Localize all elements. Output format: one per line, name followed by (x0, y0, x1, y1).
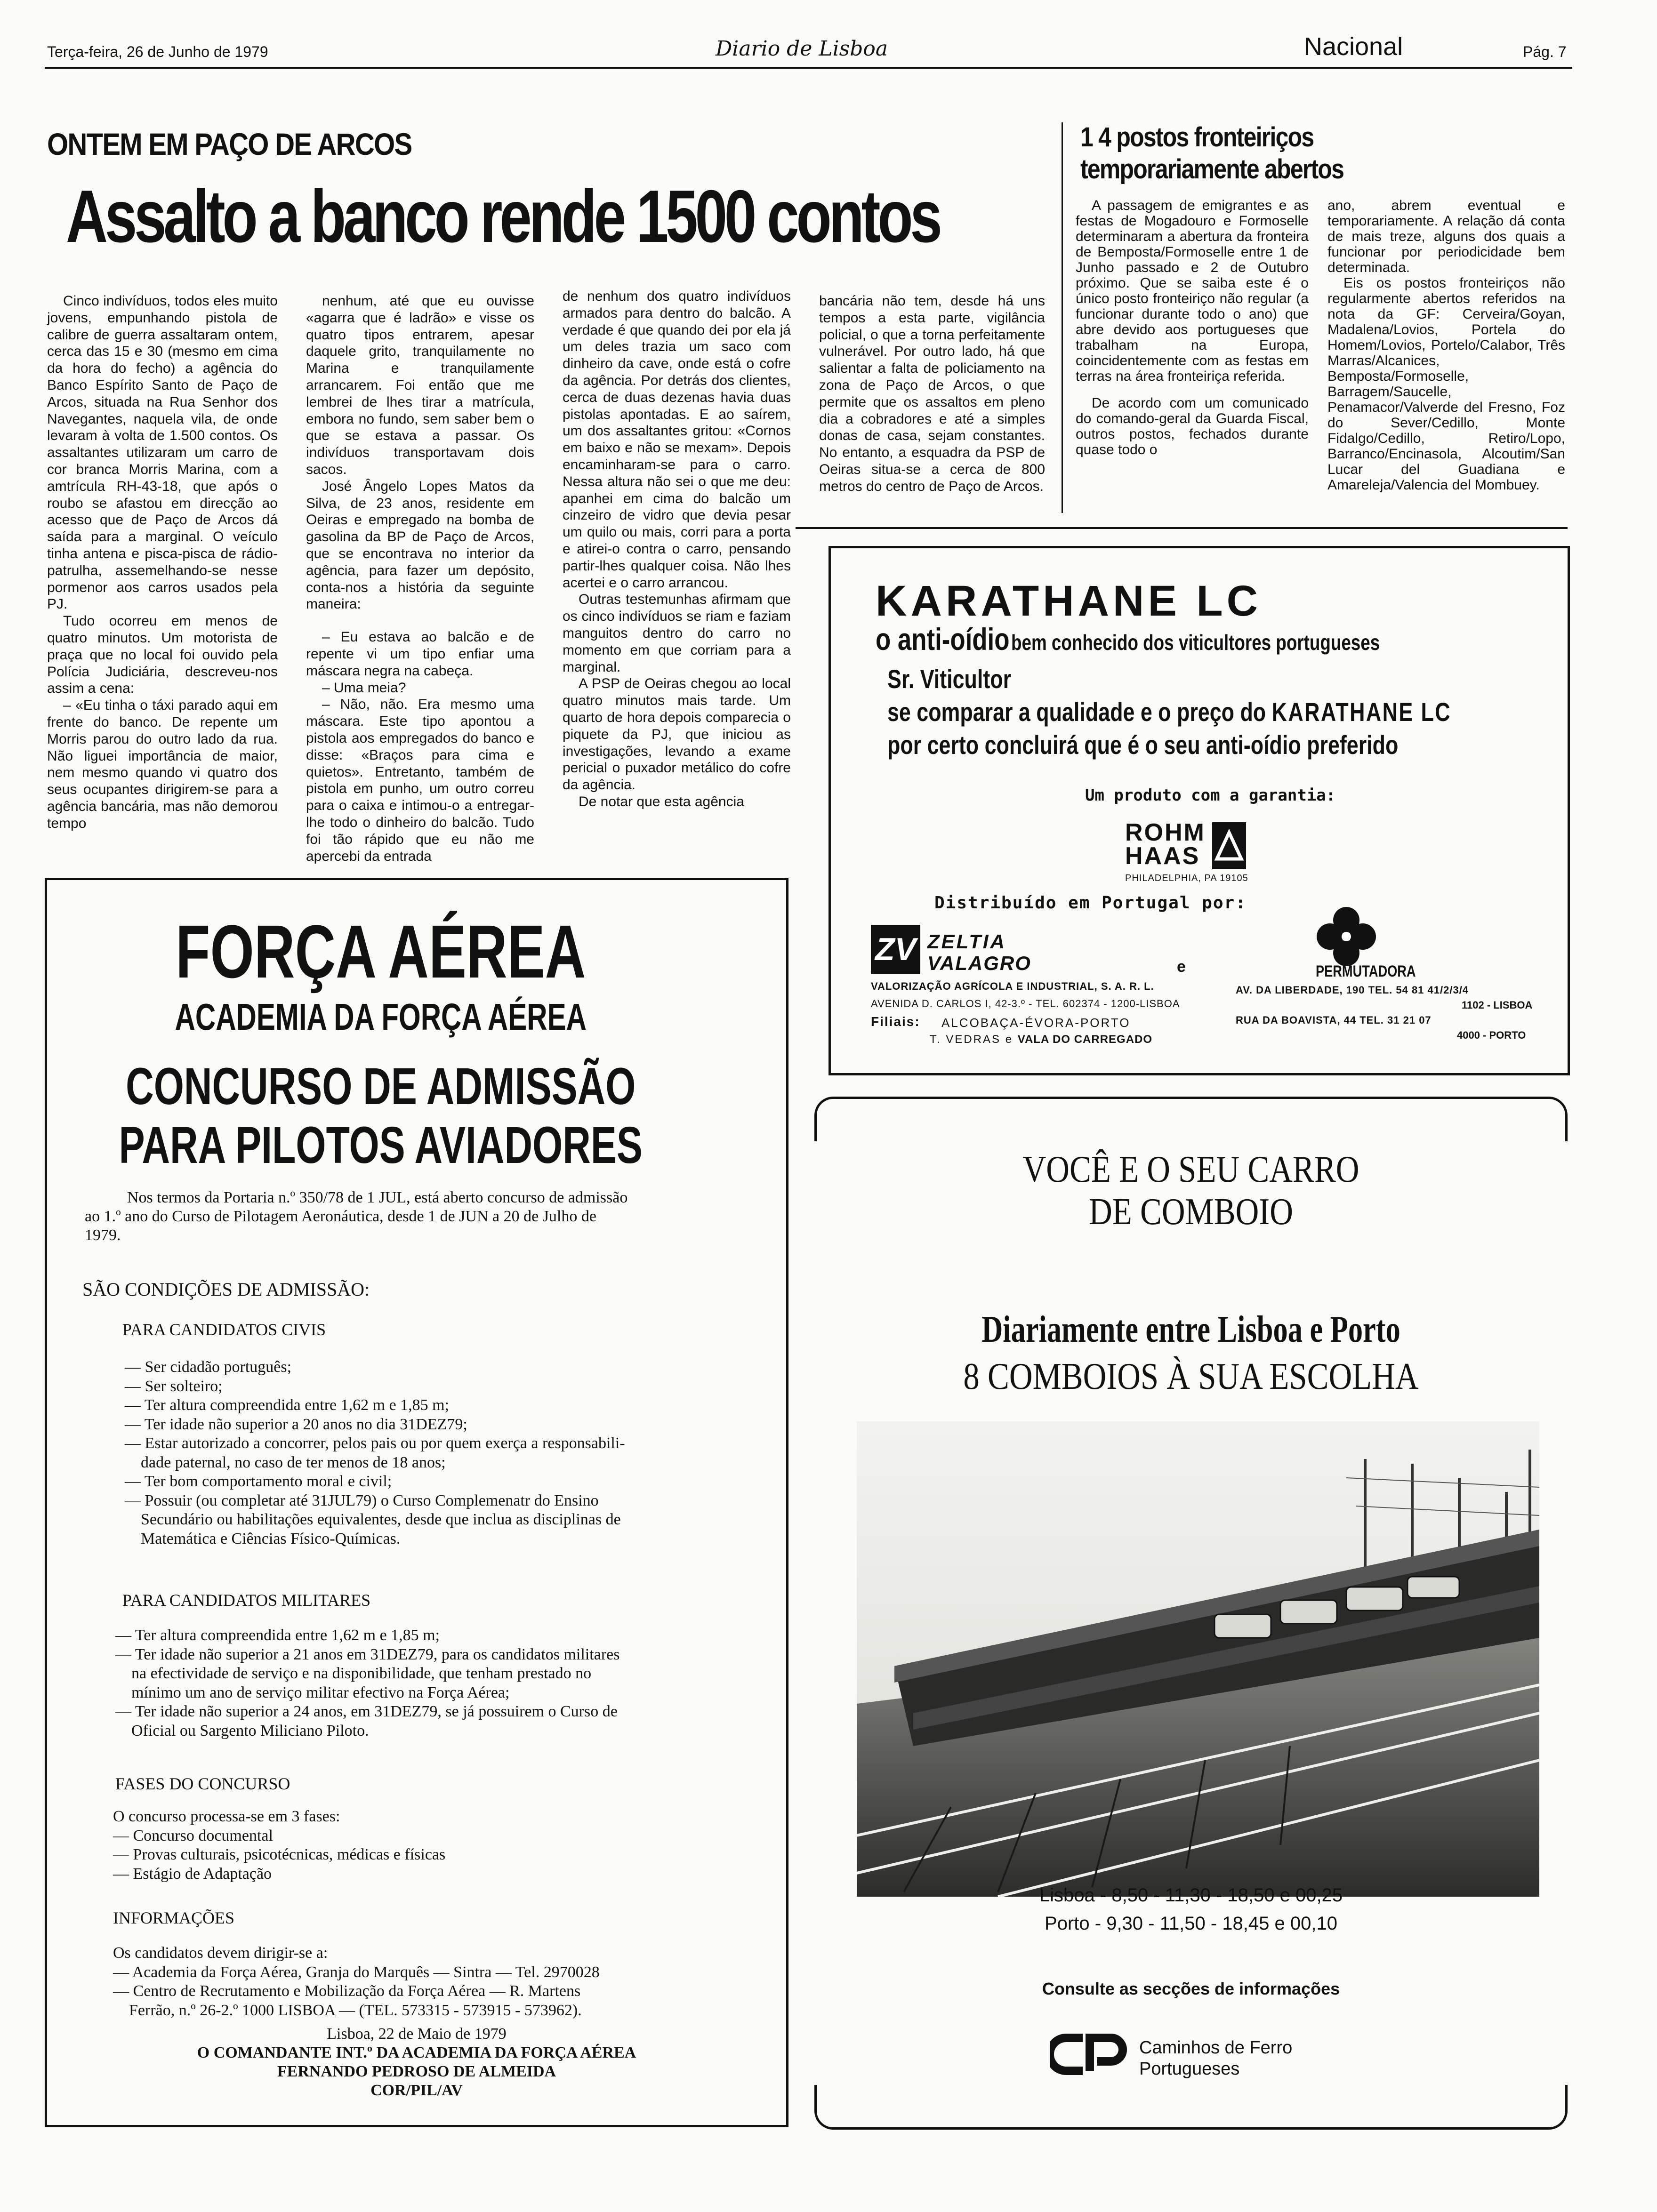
list-item: — Ter altura compreendida entre 1,62 m e 1,85 m; (125, 1396, 450, 1414)
branches-2b: VALA DO CARREGADO (1017, 1033, 1153, 1046)
karathane-line2-brand: KARATHANE LC (1271, 697, 1451, 727)
paragraph: A passagem de emigrantes e as festas de Mogadouro e Formoselle determinaram a abertura da fronteira de Bemposta/Formoselle entre 1 de Junho passado e 2 de Outubro próximo. Que se saiba este é o único posto fronteiriço não regular (a funcionar durante todo o ano) que abre devido aos portugueses que trabalham na Europa, coincidentemente com as festas em terras na área fronteiriça referida. (1076, 198, 1309, 384)
side-column-a (1076, 198, 1309, 457)
paragraph: De notar que esta agência (579, 793, 744, 809)
bracket-bottom (814, 2085, 1568, 2130)
fa-contest-2: PARA PILOTOS AVIADORES (119, 1116, 643, 1174)
list-item: — Ter altura compreendida entre 1,62 m e 1,85 m; (115, 1627, 440, 1644)
branches-label: Filiais: (871, 1014, 920, 1029)
fa-subtitle: ACADEMIA DA FORÇA AÉREA (175, 996, 587, 1038)
paragraph: – «Eu tinha o táxi parado aqui em frente do banco. De repente um Morris parou do outro lado da rua. Não liguei importância de maior, nem mesmo quando vi quatro dos seus ocupantes dirigirem-se para a agência bancária, mas não demorou tempo (47, 697, 278, 831)
karathane-ad (828, 546, 1570, 1075)
fa-contest-1: CONCURSO DE ADMISSÃO (126, 1058, 636, 1115)
fa-intro-line: Nos termos da Portaria n.º 350/78 de 1 JUL, está aberto concurso de admissão (127, 1189, 628, 1206)
fa-phases-head: FASES DO CONCURSO (115, 1774, 290, 1793)
list-item: — Estágio de Adaptação (113, 1865, 272, 1883)
column-divider (1062, 122, 1063, 513)
zeltia-logo-icon (871, 925, 920, 974)
fa-signature (47, 2025, 786, 2100)
side-headline-line2: temporariamente abertos (1080, 154, 1344, 184)
zeltia-mark: ZV (875, 931, 916, 967)
list-item: Ferrão, n.º 26-2.º 1000 LISBOA — (TEL. 573315 - 573915 - 573962). (113, 2001, 582, 2019)
karathane-salutation: Sr. Viticultor (887, 664, 1012, 694)
and-text: e (1177, 958, 1186, 976)
article-column-1 (47, 293, 278, 832)
side-headline-line1: 1 4 postos fronteiriços (1080, 122, 1314, 152)
list-item: — Ser cidadão português; (125, 1358, 292, 1376)
permutadora-name: PERMUTADORA (1316, 962, 1416, 980)
cp-name-1: Caminhos de Ferro (1139, 2038, 1293, 2058)
fa-phases-list (113, 1807, 445, 1883)
fa-intro-line: ao 1.º ano do Curso de Pilotagem Aeronáutica, desde 1 de JUN a 20 de Julho de (85, 1208, 596, 1225)
rohm-city: PHILADELPHIA, PA 19105 (1125, 873, 1248, 883)
list-item: — Concurso documental (113, 1827, 273, 1844)
permutadora-address-4: 4000 - PORTO (1457, 1029, 1526, 1041)
list-item: O concurso processa-se em 3 fases: (113, 1808, 340, 1825)
distributed-by: Distribuído em Portugal por: (934, 893, 1247, 913)
cp-name-2: Portugueses (1139, 2059, 1240, 2079)
section-rule (796, 527, 1568, 529)
rohm-text: ROHM (1125, 819, 1206, 846)
fa-military-head: PARA CANDIDATOS MILITARES (122, 1591, 371, 1610)
cp-sub-2: 8 COMBOIOS À SUA ESCOLHA (963, 1356, 1419, 1397)
masthead-rule (45, 67, 1572, 69)
page-number: Pág. 7 (1523, 43, 1567, 60)
list-item: Matemática e Ciências Físico-Químicas. (125, 1530, 401, 1547)
cp-consult: Consulte as secções de informações (1042, 1979, 1340, 1998)
karathane-brand: KARATHANE LC (876, 577, 1262, 625)
zeltia-full-name: VALORIZAÇÃO AGRÍCOLA E INDUSTRIAL, S. A. R. L. (871, 980, 1154, 992)
article-kicker: ONTEM EM PAÇO DE ARCOS (47, 127, 412, 161)
paragraph: Cinco indivíduos, todos eles muito jovens, empunhando pistola de calibre de guerra assaltaram ontem, cerca das 15 e 30 (mesmo em cima da hora do fecho) a agência do Banco Espírito Santo de Paço de Arcos, situada na Rua Senhor dos Navegantes, naquela vila, de onde levaram à volta de 1.500 contos. Os assaltantes utilizaram um carro de cor branca Morris Marina, com a amtrícula RH-43-18, que após o roubo se afastou em direcção ao acesso que de Paço de Arcos dá saída para a marginal. O veículo tinha antena e pisca-pisca de rádio-patrulha, assemelhando-se nesse pormenor aos carros usados pela PJ. (47, 293, 278, 612)
paragraph: nenhum, até que eu ouvisse «agarra que é ladrão» e visse os quatro tipos entrarem, apesar daquele grito, tranquilamente no Marina e tranquilamente arrancarem. Foi então que me lembrei de lhes tirar a matrícula, embora no fundo, sem saber bem o que se estava a passar. Os indivíduos transportavam dois sacos. (306, 293, 534, 477)
cp-title-1: VOCÊ E O SEU CARRO (1022, 1149, 1359, 1190)
issue-date: Terça-feira, 26 de Junho de 1979 (47, 43, 268, 60)
list-item: — Ter idade não superior a 21 anos em 31DEZ79, para os candidatos militares (115, 1645, 620, 1663)
karathane-line2 (887, 697, 1451, 727)
fa-military-list (115, 1626, 619, 1740)
fa-sign-1: O COMANDANTE INT.º DA ACADEMIA DA FORÇA AÉREA (197, 2044, 636, 2061)
car-train-photo (857, 1421, 1539, 1897)
permutadora-address-3: RUA DA BOAVISTA, 44 TEL. 31 21 07 (1236, 1014, 1432, 1026)
list-item: — Provas culturais, psicotécnicas, médicas e físicas (113, 1846, 446, 1863)
karathane-line3: por certo concluirá que é o seu anti-oídio preferido (887, 730, 1399, 760)
cp-title-2: DE COMBOIO (1089, 1191, 1293, 1233)
section-name: Nacional (1304, 32, 1403, 61)
fa-intro-line: 1979. (85, 1226, 121, 1244)
permutadora-logo-icon (1316, 906, 1377, 967)
list-item: — Ter bom comportamento moral e civil; (125, 1473, 392, 1490)
fa-conditions-head: SÃO CONDIÇÕES DE ADMISSÃO: (82, 1279, 370, 1300)
article-column-2 (306, 293, 534, 865)
article-headline: Assalto a banco rende 1500 contos (66, 175, 940, 258)
fa-sign-2: FERNANDO PEDROSO DE ALMEIDA (277, 2063, 556, 2080)
branches-list-2 (930, 1033, 1152, 1046)
article-column-3 (563, 288, 791, 810)
paragraph: de nenhum dos quatro indivíduos armados para dentro do balcão. A verdade é que quando dei por ela já um deles trazia um saco com dinheiro da cave, onde está o cofre da agência. Por detrás dos clientes, cerca de duas dezenas havia duas pistolas apontadas. E ao saírem, um dos assaltantes gritou: «Cornos em baixo e não se mexam». Depois encaminharam-se para o carro. Nessa altura não sei o que me deu: apanhei em cima do balcão um cinzeiro de vidro que devia pesar um quilo ou mais, corri para a porta e atirei-o contra o carro, pensando partir-lhes qualquer coisa. Não lhes acertei e o carro arrancou. (563, 289, 791, 591)
cp-times-lisboa: Lisboa - 8,50 - 11,30 - 18,50 e 00,25 (1039, 1885, 1343, 1906)
rohm-haas-logo (1125, 820, 1266, 872)
paragraph: – Não, não. Era mesmo uma máscara. Este tipo apontou a pistola aos empregados do banco e disse: «Braços para cima e quietos». Entretanto, também de pistola em punho, um outro correu para o caixa e intimou-o a entregar-lhe todo o dinheiro do balcão. Tudo foi tão rápido que eu não me apercebi da entrada (306, 697, 534, 864)
karathane-tagline-a: o anti-oídio (876, 622, 1010, 657)
karathane-guarantee: Um produto com a garantia: (1085, 786, 1336, 805)
paragraph: Tudo ocorreu em menos de quatro minutos. Um motorista de praça que no local foi ouvido pela Polícia Judiciária, descreveu-nos assim a cena: (47, 613, 278, 697)
rohm-haas-emblem-icon (1212, 822, 1246, 869)
fa-info-list (113, 1944, 600, 2020)
list-item: Secundário ou habilitações equivalentes, desde que inclua as disciplinas de (125, 1511, 621, 1528)
paragraph: ano, abrem eventual e temporariamente. A relação dá conta de mais treze, alguns dos quais a funcionar por periodicidade bem determinada. (1327, 198, 1565, 275)
bracket-top (814, 1097, 1568, 1141)
karathane-tagline-b: bem conhecido dos viticultores portugueses (1011, 630, 1380, 655)
fa-civil-list (125, 1358, 625, 1548)
list-item: mínimo um ano de serviço militar efectivo na Força Aérea; (115, 1683, 510, 1701)
fa-sign-3: COR/PIL/AV (370, 2082, 463, 2099)
karathane-tagline (876, 621, 1380, 657)
list-item: — Centro de Recrutamento e Mobilização da Força Aérea — R. Martens (113, 1982, 581, 2000)
fa-civil-head: PARA CANDIDATOS CIVIS (122, 1320, 326, 1339)
cp-ad (814, 1092, 1570, 2137)
paragraph: De acordo com um comunicado do comando-geral da Guarda Fiscal, outros postos, fechados durante quase todo o (1076, 395, 1309, 457)
list-item: Oficial ou Sargento Miliciano Piloto. (115, 1722, 369, 1739)
article-column-4 (819, 293, 1045, 495)
zeltia-name-2: VALAGRO (927, 952, 1031, 974)
zeltia-address: AVENIDA D. CARLOS I, 42-3.º - TEL. 602374 - 1200-LISBOA (871, 998, 1180, 1010)
fa-intro (85, 1188, 763, 1245)
paragraph: A PSP de Oeiras chegou ao local quatro minutos mais tarde. Um quarto de hora depois comparecia o piquete da PJ, que iniciou as investigações, levando a exame pericial o puxador metálico do cofre da agência. (563, 676, 791, 793)
zeltia-name: ZELTIA (927, 930, 1006, 953)
list-item: — Ter idade não superior a 20 anos no dia 31DEZ79; (125, 1415, 467, 1433)
permutadora-address-1: AV. DA LIBERDADE, 190 TEL. 54 81 41/2/3/4 (1236, 984, 1469, 996)
karathane-line2-text: se comparar a qualidade e o preço do (887, 697, 1266, 727)
list-item: — Ser solteiro; (125, 1377, 223, 1395)
fa-sign-date: Lisboa, 22 de Maio de 1979 (327, 2025, 507, 2043)
forca-aerea-ad (45, 878, 788, 2127)
paragraph: bancária não tem, desde há uns tempos a esta parte, vigilância policial, o que a torna perfeitamente vulnerável. Por outro lado, há que salientar a falta de policiamento na zona de Paço de Arcos, o que permite que os assaltos em pleno dia a cobradores e até a simples donas de casa, sejam constantes. No entanto, a esquadra da PSP de Oeiras situa-se a cerca de 800 metros do centro de Paço de Arcos. (819, 293, 1045, 494)
list-item: — Possuir (ou completar até 31JUL79) o Curso Complemenatr do Ensino (125, 1491, 599, 1509)
paragraph: José Ângelo Lopes Matos da Silva, de 23 anos, residente em Oeiras e empregado na bomba de gasolina da BP de Paço de Arcos, que se encontrava no interior da agência, para fazer um depósito, conta-nos a história da seguinte maneira: (306, 478, 534, 612)
newspaper-name: Diario de Lisboa (716, 37, 888, 61)
list-item: — Academia da Força Aérea, Granja do Marquês — Sintra — Tel. 2970028 (113, 1963, 600, 1981)
paragraph: Outras testemunhas afirmam que os cinco indivíduos se riam e faziam manguitos dentro do carro no momento em que corriam para a marginal. (563, 592, 791, 675)
fa-title: FORÇA AÉREA (176, 909, 586, 994)
cp-logo-icon (1050, 2033, 1130, 2076)
list-item: na efectividade de serviço e na disponibilidade, que tenham prestado no (115, 1665, 592, 1682)
fa-info-head: INFORMAÇÕES (113, 1908, 235, 1927)
branches-list: ALCOBAÇA-ÉVORA-PORTO (941, 1016, 1131, 1030)
list-item: — Estar autorizado a concorrer, pelos pais ou por quem exerça a responsabili- (125, 1435, 625, 1452)
side-column-b (1327, 198, 1565, 493)
permutadora-address-2: 1102 - LISBOA (1462, 999, 1533, 1011)
list-item: — Ter idade não superior a 24 anos, em 31DEZ79, se já possuirem o Curso de (115, 1703, 618, 1720)
list-item: dade paternal, no caso de ter menos de 18 anos; (125, 1453, 446, 1471)
cp-sub-1: Diariamente entre Lisboa e Porto (981, 1309, 1400, 1350)
side-headline (1080, 121, 1343, 185)
branches-2a: T. VEDRAS e (930, 1033, 1014, 1046)
list-item: Os candidatos devem dirigir-se a: (113, 1944, 328, 1962)
cp-times-porto: Porto - 9,30 - 11,50 - 18,45 e 00,10 (1045, 1913, 1337, 1934)
haas-text: HAAS (1125, 842, 1200, 870)
paragraph: Eis os postos fronteiriços não regularmente abertos referidos na nota da GF: Cerveira/Goyan, Madalena/Lovios, Portela do Homem/Lovios, Portelo/Calabor, Três Marras/Alcanices, Bemposta/Formoselle, Barragem/Saucelle, Penamacor/Valverde del Fresno, Foz do Sever/Cedillo, Monte Fidalgo/Cedillo, Retiro/Lopo, Barranco/Encinasola, Alcoutim/San Lucar del Guadiana e Amareleja/Valencia del Mombuey. (1327, 275, 1565, 493)
paragraph: – Eu estava ao balcão e de repente vi um tipo enfiar uma máscara negra na cabeça. (306, 629, 534, 679)
paragraph: – Uma meia? (322, 680, 406, 696)
